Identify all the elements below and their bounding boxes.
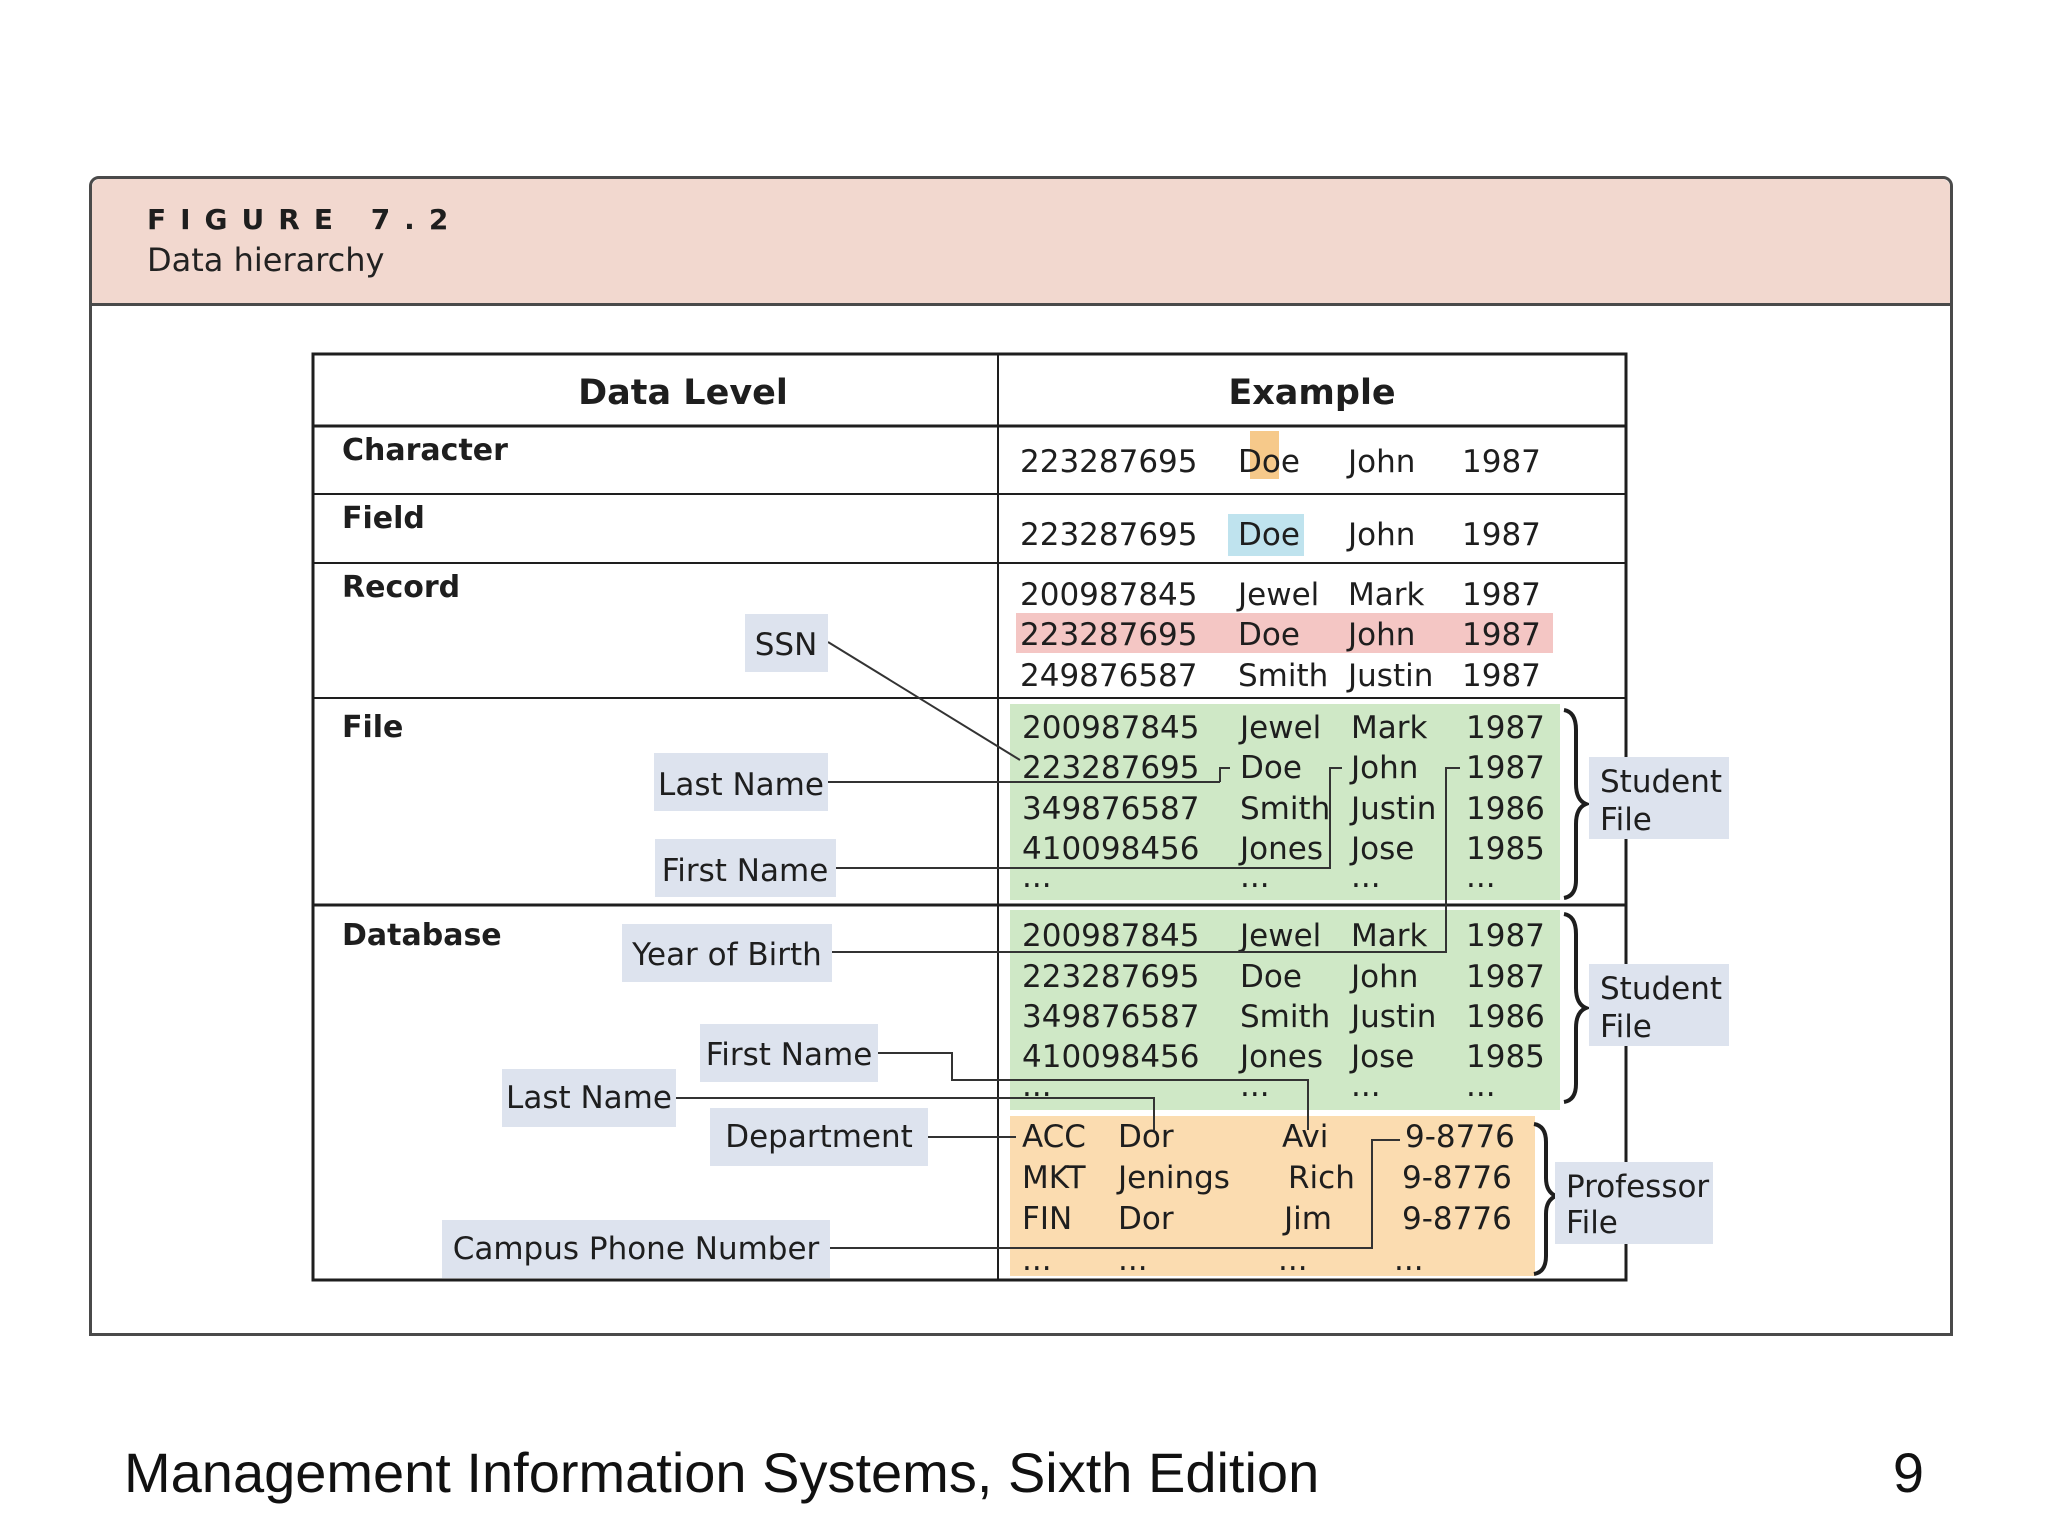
cell: 349876587 [1022, 791, 1200, 827]
cell: 1987 [1462, 658, 1541, 694]
cell: Mark [1351, 710, 1428, 746]
cell: John [1351, 959, 1419, 995]
brace-db-professor [1534, 1124, 1556, 1274]
cell: MKT [1022, 1160, 1086, 1196]
figure-label: FIGURE 7.2 [147, 203, 463, 236]
cell: Doe [1240, 959, 1302, 995]
cell: John [1348, 617, 1416, 653]
ssn-connector [828, 642, 1020, 760]
cell: 1987 [1462, 444, 1541, 480]
callout-year-of-birth: Year of Birth [632, 937, 822, 973]
cell: 223287695 [1022, 959, 1200, 995]
cell: 200987845 [1020, 577, 1198, 613]
cell: Justin [1351, 791, 1437, 827]
cell: 349876587 [1022, 999, 1200, 1035]
cell: Avi [1282, 1119, 1329, 1155]
cell: Doe [1240, 750, 1302, 786]
cell: 1986 [1466, 791, 1545, 827]
level-field: Field [342, 501, 425, 536]
callout-db-last-name: Last Name [506, 1080, 672, 1116]
cell: ... [1240, 1068, 1270, 1104]
cell: Jewel [1240, 918, 1322, 954]
figure-caption: Data hierarchy [147, 241, 385, 279]
cell: 9-8776 [1402, 1201, 1512, 1237]
cell: ... [1466, 859, 1496, 895]
cell: ... [1022, 859, 1052, 895]
cell: 9-8776 [1402, 1160, 1512, 1196]
field-row [1020, 517, 1541, 553]
cell: Jones [1240, 1039, 1323, 1075]
cell: ... [1394, 1242, 1424, 1278]
cell: Jewel [1238, 577, 1320, 613]
cell: 1987 [1462, 517, 1541, 553]
cell: Doe [1238, 517, 1300, 553]
level-record: Record [342, 570, 461, 605]
cell: 223287695 [1020, 517, 1198, 553]
cell: 410098456 [1022, 831, 1200, 867]
cell: ... [1351, 859, 1381, 895]
professor-file-label-line1: Professor [1566, 1169, 1710, 1205]
cell: Doe [1238, 617, 1300, 653]
cell: John [1351, 750, 1419, 786]
cell: 9-8776 [1405, 1119, 1515, 1155]
cell: Smith [1238, 658, 1329, 694]
brace-db-student [1564, 914, 1586, 1102]
page-number: 9 [1892, 1441, 1924, 1504]
cell: Jewel [1240, 710, 1322, 746]
student-file-label-2-line1: Student [1600, 971, 1723, 1007]
level-database: Database [342, 918, 502, 953]
cell: 1987 [1466, 959, 1545, 995]
level-character: Character [342, 433, 508, 468]
cell: 1987 [1466, 918, 1545, 954]
cell: Justin [1351, 999, 1437, 1035]
callout-db-first-name: First Name [705, 1037, 873, 1073]
cell: 200987845 [1022, 918, 1200, 954]
student-file-label-2-line2: File [1600, 1009, 1652, 1045]
student-file-label-1-line1: Student [1600, 764, 1723, 800]
cell: 223287695 [1020, 617, 1198, 653]
cell: ... [1118, 1242, 1148, 1278]
cell: Jim [1284, 1201, 1332, 1237]
brace-file [1564, 710, 1586, 898]
cell: FIN [1022, 1201, 1073, 1237]
cell: ... [1240, 859, 1270, 895]
cell: 200987845 [1022, 710, 1200, 746]
cell: Jose [1351, 831, 1415, 867]
cell: ... [1022, 1068, 1052, 1104]
cell: Smith [1240, 791, 1331, 827]
cell: 223287695 [1020, 444, 1198, 480]
callout-file-first-name: First Name [661, 853, 829, 889]
cell: John [1348, 444, 1416, 480]
cell: Mark [1348, 577, 1425, 613]
cell: 223287695 [1022, 750, 1200, 786]
callout-ssn: SSN [754, 627, 818, 663]
cell: Jose [1351, 1039, 1415, 1075]
record-rows [1020, 577, 1541, 694]
cell: 1987 [1462, 577, 1541, 613]
cell: ... [1466, 1068, 1496, 1104]
cell: John [1348, 517, 1416, 553]
callout-campus-phone: Campus Phone Number [452, 1231, 820, 1267]
cell: 1987 [1466, 710, 1545, 746]
student-file-label-1-line2: File [1600, 802, 1652, 838]
cell: Mark [1351, 918, 1428, 954]
callout-department: Department [725, 1119, 913, 1155]
cell: 1987 [1462, 617, 1541, 653]
cell: Jones [1240, 831, 1323, 867]
cell: Dor [1118, 1119, 1174, 1155]
cell: 1987 [1466, 750, 1545, 786]
cell: Justin [1348, 658, 1434, 694]
character-row [1020, 444, 1541, 480]
footer-book-title: Management Information Systems, Sixth Edition [124, 1441, 1320, 1504]
header-example: Example [1228, 373, 1396, 413]
professor-file-label-line2: File [1566, 1205, 1618, 1241]
cell: Doe [1238, 444, 1300, 480]
cell: ... [1022, 1242, 1052, 1278]
header-data-level: Data Level [578, 373, 788, 413]
cell: 1986 [1466, 999, 1545, 1035]
cell: ... [1278, 1242, 1308, 1278]
level-file: File [342, 710, 404, 745]
cell: Dor [1118, 1201, 1174, 1237]
cell: Jenings [1118, 1160, 1230, 1196]
cell: ... [1351, 1068, 1381, 1104]
cell: 1985 [1466, 1039, 1545, 1075]
callout-file-last-name: Last Name [658, 767, 824, 803]
cell: 249876587 [1020, 658, 1198, 694]
cell: ACC [1022, 1119, 1086, 1155]
cell: 1985 [1466, 831, 1545, 867]
cell: 410098456 [1022, 1039, 1200, 1075]
cell: Smith [1240, 999, 1331, 1035]
cell: Rich [1288, 1160, 1355, 1196]
